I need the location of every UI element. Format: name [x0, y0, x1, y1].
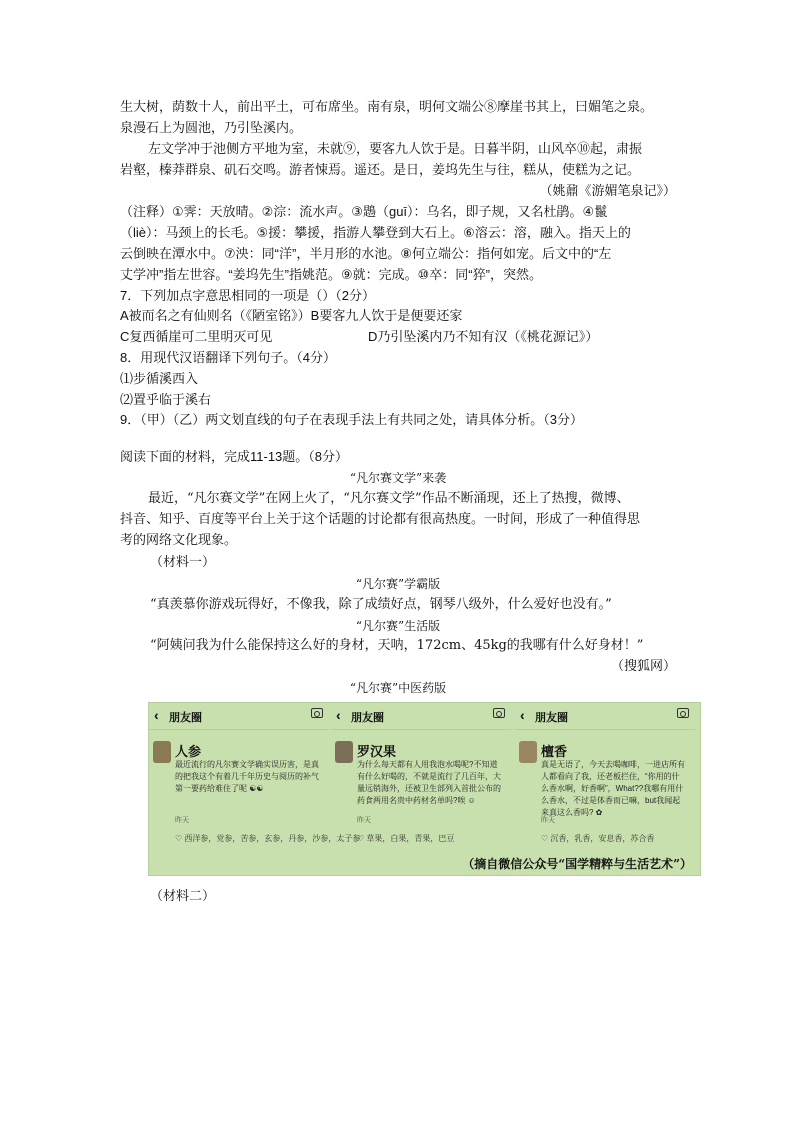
question-7-options-ab: A被而名之有仙则名（《陋室铭》）B要客九人饮于是便要还家	[120, 308, 463, 323]
card-title: 朋友圈	[351, 712, 384, 724]
panel-source: （摘自微信公众号“国学精粹与生活艺术”）	[462, 857, 692, 871]
avatar	[153, 741, 171, 763]
card-title: 朋友圈	[169, 712, 202, 724]
reading-paragraph-line: 抖音、知乎、百度等平台上关于这个话题的讨论都有很高热度。一时间，形成了一种值得思	[120, 512, 641, 527]
avatar	[335, 741, 353, 763]
reading-intro: 阅读下面的材料，完成11-13题。（8分）	[120, 449, 349, 464]
poster-name: 檀香	[541, 744, 568, 759]
moments-card-tanxiang	[515, 703, 695, 853]
post-likes: ♡ 西洋参，党参，苦参，玄参，丹参，沙参，太子参	[175, 834, 361, 843]
question-7-option-c: C复西循崖可二里明灭可见	[120, 329, 273, 344]
reading-paragraph-line: 考的网络文化现象。	[120, 533, 238, 548]
post-text: 为什么每天都有人用我泡水喝呢?不知道有什么好喝的，不就是流行了几百年，大量远销海外，还被卫生部列入首批公布的药食两用名贵中药材名单吗?唉 ☺	[357, 760, 501, 805]
question-8: 8．用现代汉语翻译下列句子。（4分）	[120, 350, 336, 365]
xueba-text: “真羡慕你游戏玩得好，不像我，除了成绩好点，钢琴八级外，什么爱好也没有。”	[150, 597, 612, 612]
life-title: “凡尔赛”生活版	[355, 619, 441, 633]
camera-icon	[677, 708, 689, 718]
post-time: 昨天	[357, 817, 371, 824]
classical-text-line: 泉漫石上为圆池，乃引坠溪内。	[120, 121, 303, 136]
xueba-title: “凡尔赛”学霸版	[355, 577, 441, 591]
question-8-item-2: ⑵置乎临于溪右	[120, 392, 212, 407]
question-8-item-1: ⑴步循溪西入	[120, 371, 199, 386]
life-text: “阿姨问我为什么能保持这么好的身材，天呐，172cm、45kg的我哪有什么好身材！”	[150, 638, 644, 653]
text-source: （姚鼐《游媚笔泉记》）	[539, 183, 676, 198]
post-text: 真是无语了，今天去喝咖啡，一进店所有人都看向了我，还老板拦住，“你用的什么香水啊，好香啊”，What??我哪有用什么香水，不过是体香而已嘛，but我闻起来真这么香吗? ✿	[541, 760, 685, 817]
question-9: 9．（甲）（乙）两文划直线的句子在表现手法上有共同之处，请具体分析。（3分）	[120, 412, 583, 427]
question-7: 7．下列加点字意思相同的一项是（）（2分）	[120, 288, 375, 303]
camera-icon	[493, 708, 505, 718]
poster-name: 人参	[175, 744, 202, 759]
card-header	[149, 703, 329, 730]
poster-name: 罗汉果	[357, 744, 397, 759]
wechat-moments-panel	[148, 702, 701, 876]
notes-line: （liè）：马颈上的长毛。⑤援：攀援，指游人攀登到大石上。⑥溶云：溶，融入。指天上的	[120, 225, 631, 240]
back-chevron-icon: ‹	[336, 707, 341, 723]
tcm-title: “凡尔赛”中医药版	[349, 681, 447, 695]
post-likes: ♡ 沉香，乳香，安息香，苏合香	[541, 834, 655, 843]
post-text: 最近流行的凡尔赛文学确实误历害，是真的把我这个有着几千年历史与阅历的补气第一要药给难住了呢 ☯☯	[175, 760, 319, 793]
notes-line: 丈学冲”指左世容。“姜坞先生”指姚范。⑨就：完成。⑩卒：同“猝”，突然。	[120, 267, 542, 282]
reading-paragraph-line: 最近，“凡尔赛文学”在网上火了，“凡尔赛文学”作品不断涌现，还上了热搜，微博、	[148, 491, 630, 506]
moments-card-renshen	[149, 703, 361, 853]
card-header	[331, 703, 511, 730]
card-title: 朋友圈	[535, 712, 568, 724]
post-likes: ♡ 草果，白果，青果，巴豆	[357, 834, 455, 843]
material-2-label: （材料二）	[150, 888, 216, 903]
post-time: 昨天	[175, 817, 189, 824]
reading-heading: “凡尔赛文学”来袭	[349, 471, 447, 485]
notes-line: （注释）①霁：天放晴。②淙：流水声。③鶗（guī）：乌名，即子规，又名杜鹃。④鬣	[120, 204, 608, 219]
post-time: 昨天	[541, 817, 555, 824]
card-header	[515, 703, 695, 730]
avatar	[519, 741, 537, 763]
classical-text-line: 生大树，荫数十人，前出平土，可布席坐。南有泉，明何文端公⑧摩崖书其上，曰媚笔之泉。	[120, 100, 654, 115]
material-1-label: （材料一）	[150, 554, 216, 569]
question-7-option-d: D乃引坠溪内乃不知有汉（《桃花源记》）	[368, 329, 599, 344]
moments-card-luohanguo	[331, 703, 511, 853]
back-chevron-icon: ‹	[154, 707, 159, 723]
classical-text-line: 岩壑，榛莽群泉、矶石交鸣。游者悚焉。遥还。是日，姜坞先生与往，糕从，使糕为之记。	[120, 163, 641, 178]
notes-line: 云倒映在潭水中。⑦泱：同“洋”，半月形的水池。⑧何立端公：指何如宠。后文中的“左	[120, 246, 612, 261]
camera-icon	[311, 708, 323, 718]
back-chevron-icon: ‹	[520, 707, 525, 723]
classical-text-line: 左文学冲于池侧方平地为室，未就⑨，要客九人饮于是。日暮半阴，山风卒⑩起，肃振	[148, 142, 643, 157]
life-source: （搜狐网）	[610, 658, 676, 673]
